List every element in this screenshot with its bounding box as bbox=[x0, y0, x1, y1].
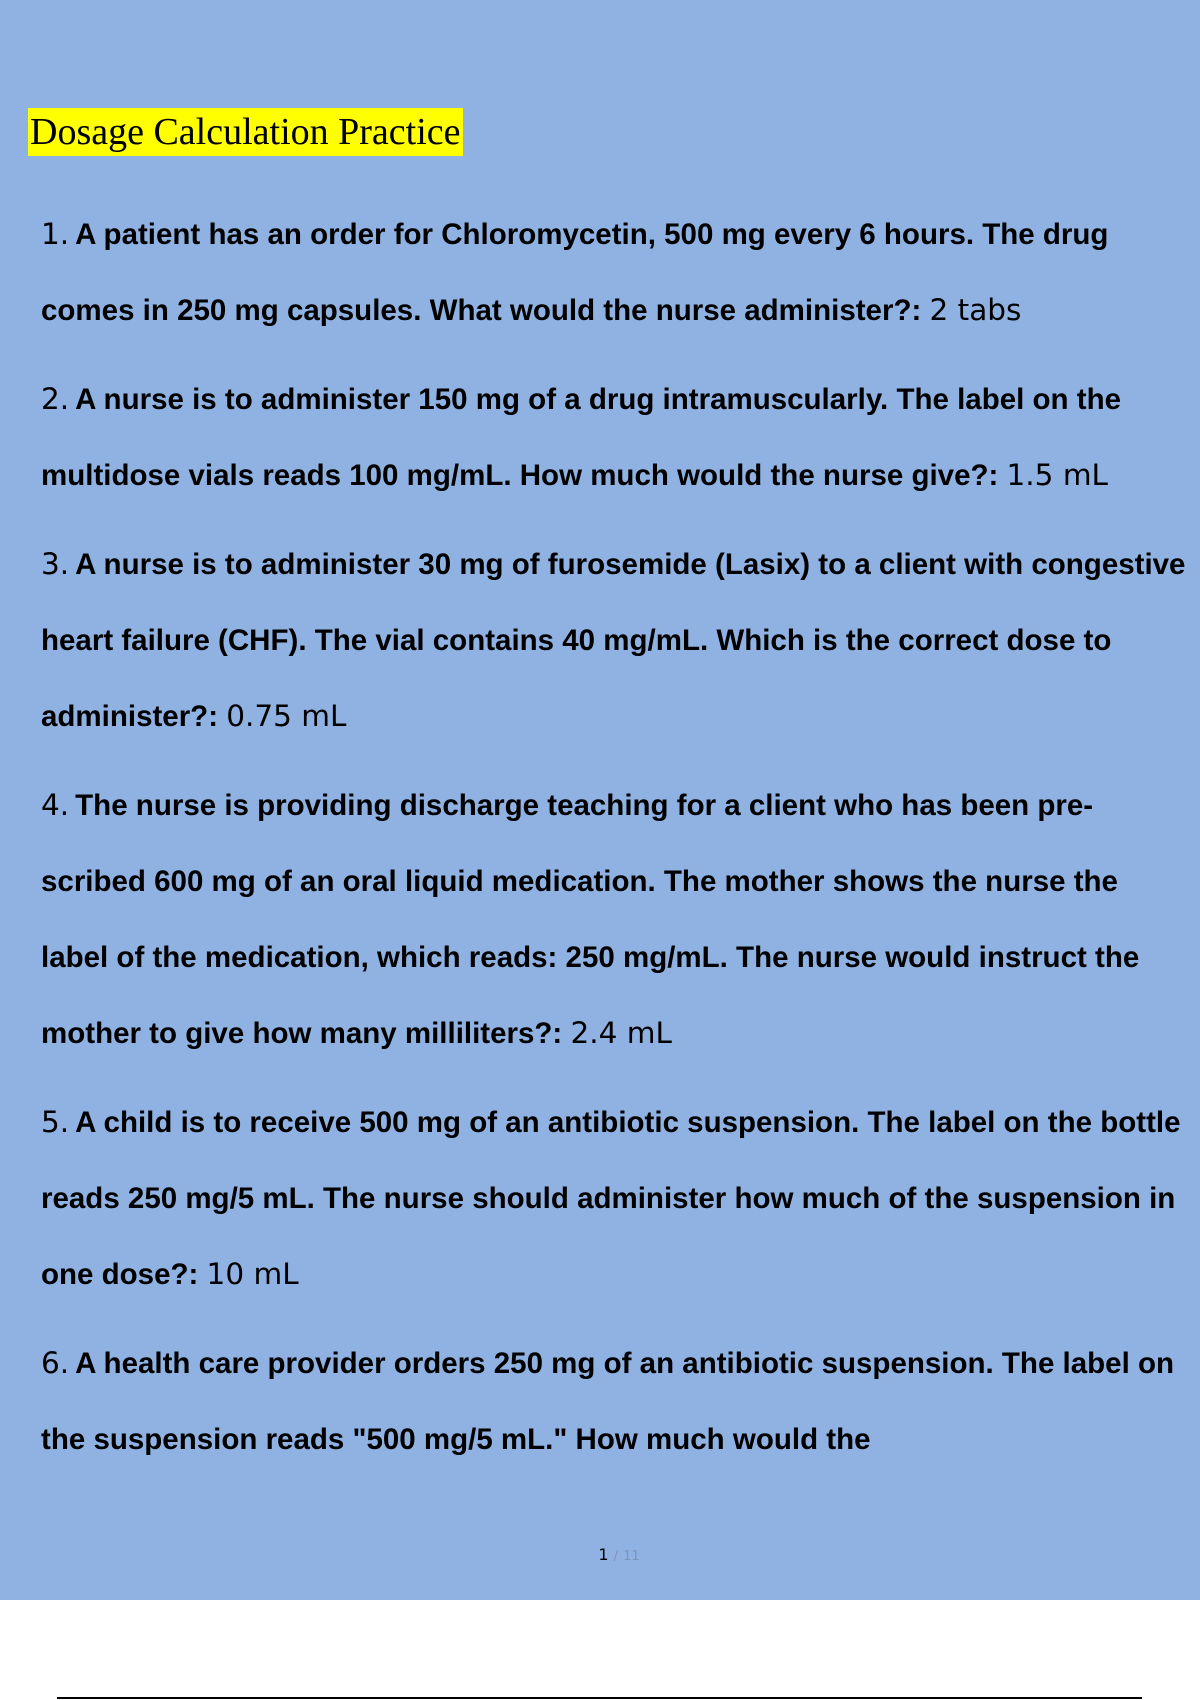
question-text: A child is to receive 500 mg of an antibiotic suspension. The label on the bottle reads 250 mg/5 mL. The nurse should administer how much of the suspension in one dose?: bbox=[41, 1106, 1181, 1291]
question-answer: 2 tabs bbox=[929, 293, 1022, 327]
question-item bbox=[41, 1085, 1191, 1313]
page-current: 1 bbox=[598, 1545, 609, 1564]
question-number: 4. bbox=[41, 788, 70, 822]
question-number: 5. bbox=[41, 1105, 70, 1139]
page-indicator bbox=[0, 1545, 1200, 1564]
question-item bbox=[41, 1326, 1191, 1478]
question-number: 1. bbox=[41, 217, 70, 251]
question-item bbox=[41, 197, 1191, 349]
document-title: Dosage Calculation Practice bbox=[28, 108, 463, 156]
footer-divider bbox=[57, 1697, 1142, 1699]
question-text: A health care provider orders 250 mg of an antibiotic suspension. The label on the suspension reads "500 mg/5 mL." How much would the bbox=[41, 1347, 1175, 1456]
title-container bbox=[28, 108, 463, 156]
question-answer: 0.75 mL bbox=[226, 699, 347, 733]
page-total: 11 bbox=[623, 1549, 640, 1564]
question-text: A nurse is to administer 150 mg of a drug intramuscularly. The label on the multidose vials reads 100 mg/mL. How much would the nurse give?: bbox=[41, 383, 1121, 492]
question-answer: 10 mL bbox=[206, 1257, 299, 1291]
question-number: 3. bbox=[41, 547, 70, 581]
question-answer: 2.4 mL bbox=[570, 1016, 672, 1050]
page-separator: / bbox=[613, 1549, 619, 1564]
question-answer: 1.5 mL bbox=[1006, 458, 1108, 492]
question-number: 6. bbox=[41, 1346, 70, 1380]
question-item bbox=[41, 362, 1191, 514]
question-text: The nurse is providing discharge teaching for a client who has been pre- scribed 600 mg of an oral liquid medication. The mother shows the nurse the label of the medication, which reads: 250 mg/mL. The nurse would instruct the mother to give how many milliliters?: bbox=[41, 789, 1140, 1050]
question-item bbox=[41, 527, 1191, 755]
question-text: A patient has an order for Chloromycetin, 500 mg every 6 hours. The drug comes in 250 mg capsules. What would the nurse administer?: bbox=[41, 218, 1109, 327]
question-item bbox=[41, 768, 1191, 1072]
question-list bbox=[41, 197, 1191, 1491]
question-number: 2. bbox=[41, 382, 70, 416]
question-text: A nurse is to administer 30 mg of furosemide (Lasix) to a client with congestive heart failure (CHF). The vial contains 40 mg/mL. Which is the correct dose to administer?: bbox=[41, 548, 1186, 733]
